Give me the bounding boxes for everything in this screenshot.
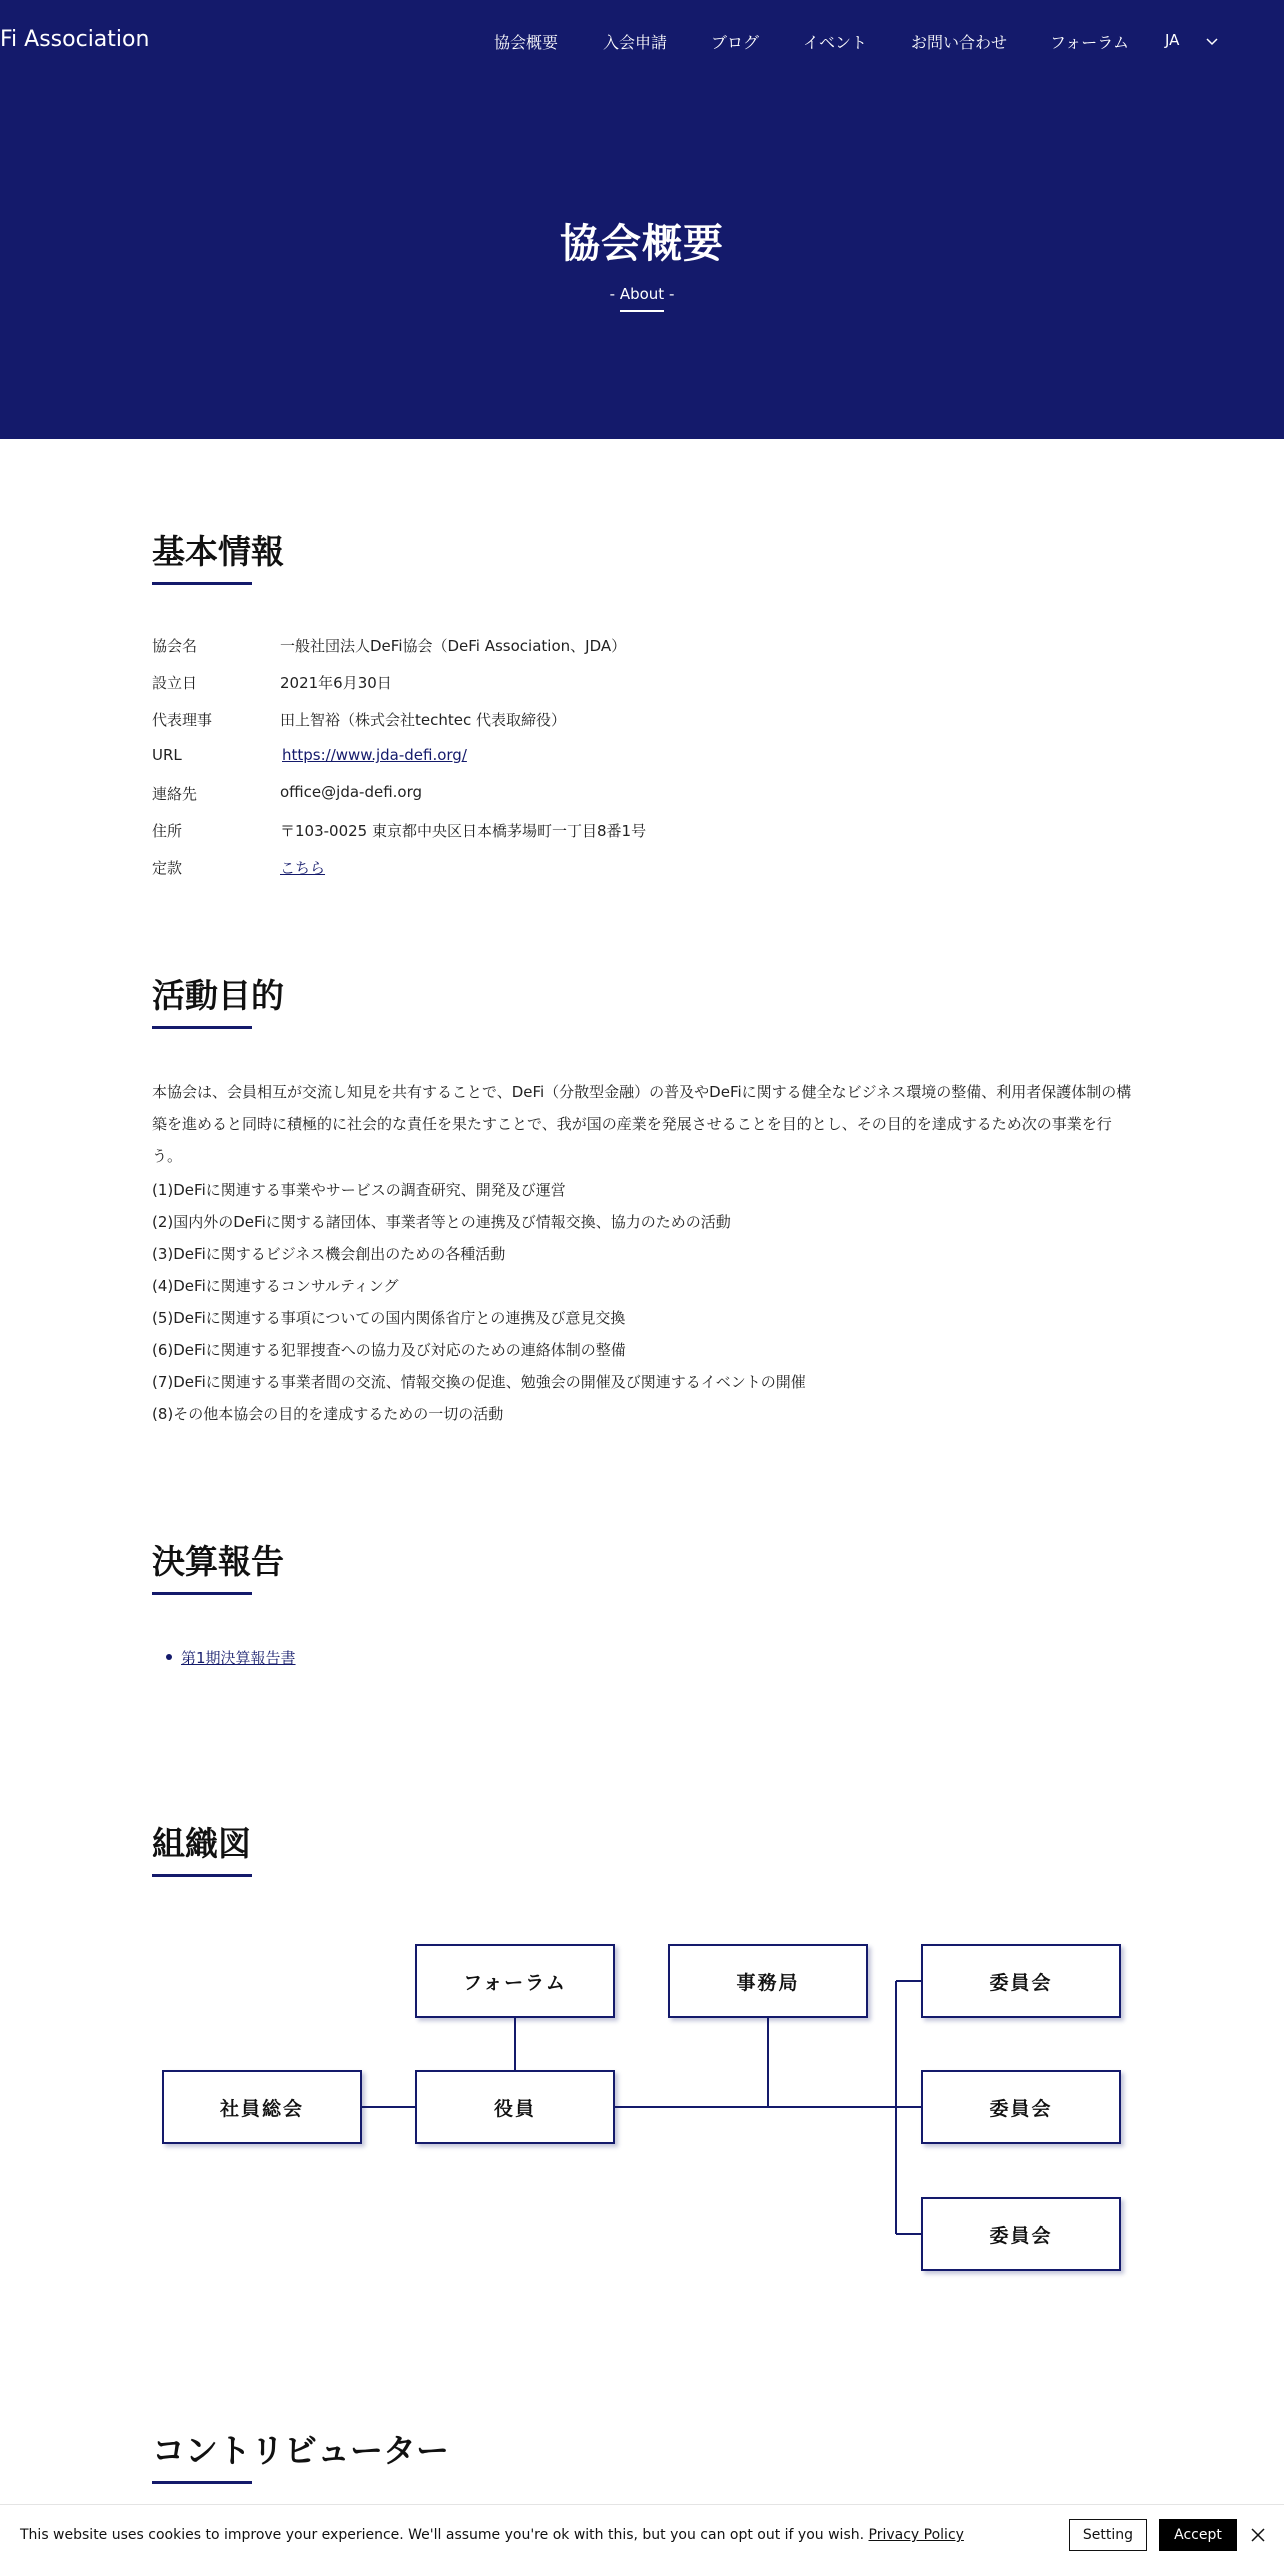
nav-contact[interactable]: お問い合わせ — [911, 33, 1008, 52]
section-title-contributors: コントリビューター — [152, 2431, 449, 2470]
activity-item: (5)DeFiに関連する事項についての国内関係省庁との連携及び意見交換 — [152, 1309, 626, 1327]
site-logo[interactable]: Fi Association — [0, 27, 150, 52]
section-title-activity: 活動目的 — [152, 976, 284, 1015]
hero-banner — [0, 0, 1284, 439]
report-link-period1[interactable]: 第1期決算報告書 — [181, 1649, 296, 1667]
activity-item: (6)DeFiに関連する犯罪捜査への協力及び対応のための連絡体制の整備 — [152, 1341, 626, 1359]
activity-item: (8)その他本協会の目的を達成するための一切の活動 — [152, 1405, 504, 1423]
nav-blog[interactable]: ブログ — [711, 33, 760, 52]
cookie-accept-button[interactable]: Accept — [1159, 2519, 1237, 2551]
cookie-setting-button[interactable]: Setting — [1069, 2519, 1147, 2551]
website-link[interactable]: https://www.jda-defi.org/ — [282, 746, 467, 764]
org-secretariat: 事務局 — [668, 1944, 868, 2018]
page-title: 協会概要 — [560, 221, 724, 267]
privacy-policy-link[interactable]: Privacy Policy — [868, 2527, 964, 2543]
page-subtitle: - About - — [609, 285, 675, 303]
org-committee: 委員会 — [921, 1944, 1121, 2018]
main-nav — [0, 30, 1284, 54]
info-key: 定款 — [152, 859, 183, 877]
info-value: 〒103-0025 東京都中央区日本橋茅場町一丁目8番1号 — [280, 822, 647, 840]
org-forum: フォーラム — [415, 1944, 615, 2018]
section-title-org-chart: 組織図 — [152, 1824, 251, 1863]
info-value: 田上智裕（株式会社techtec 代表取締役） — [280, 711, 566, 729]
activity-intro: 本協会は、会員相互が交流し知見を共有することで、DeFi（分散型金融）の普及やDeFiに関する健全なビジネス環境の整備、利用者保護体制の構築を進めると同時に積極的に社会的な責任を果たすことで、我が国の産業を発展させることを目的とし、その目的を達成するため次の事業を行う。 — [152, 1083, 1132, 1165]
section-underline — [152, 1592, 252, 1595]
section-title-basic-info: 基本情報 — [152, 532, 284, 571]
section-underline — [152, 2481, 252, 2484]
nav-membership[interactable]: 入会申請 — [603, 33, 668, 52]
chevron-down-icon[interactable] — [1204, 34, 1220, 50]
cookie-message — [20, 2527, 964, 2543]
section-underline — [152, 1874, 252, 1877]
section-title-reports: 決算報告 — [152, 1542, 284, 1581]
title-underline — [620, 310, 664, 312]
nav-forum[interactable]: フォーラム — [1050, 33, 1130, 52]
nav-about[interactable]: 協会概要 — [494, 33, 559, 52]
close-icon[interactable] — [1250, 2527, 1266, 2543]
org-committee: 委員会 — [921, 2070, 1121, 2144]
info-value: 2021年6月30日 — [280, 674, 392, 692]
info-key: 住所 — [152, 822, 183, 840]
info-key: 代表理事 — [152, 711, 213, 729]
info-key: 連絡先 — [152, 785, 198, 803]
info-key: URL — [152, 746, 182, 764]
cookie-banner — [0, 2504, 1284, 2568]
activity-item: (2)国内外のDeFiに関する諸団体、事業者等との連携及び情報交換、協力のための活動 — [152, 1213, 731, 1231]
info-key: 協会名 — [152, 637, 198, 655]
org-committee: 委員会 — [921, 2197, 1121, 2271]
cookie-text: This website uses cookies to improve your experience. We'll assume you're ok with this, but you can opt out if you wish. — [20, 2527, 865, 2543]
activity-item: (4)DeFiに関連するコンサルティング — [152, 1277, 399, 1295]
language-selector[interactable]: JA — [1165, 31, 1180, 49]
nav-events[interactable]: イベント — [803, 33, 868, 52]
list-bullet — [166, 1654, 172, 1660]
activity-item: (3)DeFiに関するビジネス機会創出のための各種活動 — [152, 1245, 506, 1263]
org-officers: 役員 — [415, 2070, 615, 2144]
org-general-meeting: 社員総会 — [162, 2070, 362, 2144]
section-underline — [152, 582, 252, 585]
articles-link[interactable]: こちら — [280, 859, 326, 877]
activity-item: (7)DeFiに関連する事業者間の交流、情報交換の促進、勉強会の開催及び関連するイベントの開催 — [152, 1373, 806, 1391]
activity-item: (1)DeFiに関連する事業やサービスの調査研究、開発及び運営 — [152, 1181, 566, 1199]
info-value: 一般社団法人DeFi協会（DeFi Association、JDA） — [280, 637, 627, 655]
section-underline — [152, 1026, 252, 1029]
info-value: office@jda-defi.org — [280, 783, 423, 801]
info-key: 設立日 — [152, 674, 198, 692]
